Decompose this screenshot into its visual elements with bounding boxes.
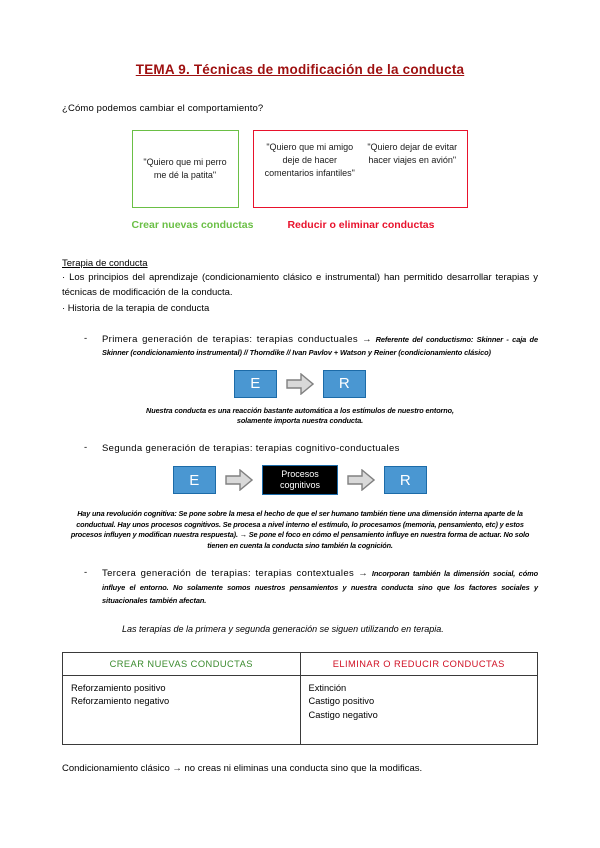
- table-header-eliminate: ELIMINAR O REDUCIR CONDUCTAS: [300, 652, 538, 675]
- therapy-bullet-2: · Historia de la terapia de conducta: [62, 303, 210, 314]
- diagram-2-paragraph: Hay una revolución cognitiva: Se pone sobre la mesa el hecho de que el ser humano también tiene una dimensión interna aparte de la conductual. Hay unos procesos cognitivos. Se procesa a nivel interno el estímulo, lo procesamos (memoria, pensamiento, etc) y estos procesos influyen y modifican nuestra respuesta). → Se pone el foco en cómo el pensamiento influye en nuestra forma de actuar. No solo tienen en cuenta la conducta sino también la cognición.: [70, 509, 530, 550]
- diagram-stimulus-response: [62, 370, 538, 398]
- node-cognitive-processes: [262, 465, 338, 495]
- table-header-create: CREAR NUEVAS CONDUCTAS: [63, 652, 301, 675]
- list-item: Reforzamiento negativo: [71, 696, 170, 706]
- red-box-group: [253, 130, 468, 232]
- green-quote-text: "Quiero que mi perro me dé la patita": [143, 157, 227, 180]
- generation-3-arrow: →: [358, 568, 368, 579]
- node-cognitive-line-1: Procesos: [281, 469, 319, 479]
- right-arrow-icon: [286, 373, 314, 395]
- table-header-row: [63, 652, 538, 675]
- intro-question: ¿Cómo podemos cambiar el comportamiento?: [62, 103, 264, 114]
- right-arrow-icon: [225, 469, 253, 491]
- right-arrow-icon: [347, 469, 375, 491]
- green-box-group: [132, 130, 254, 232]
- generation-3-note: Incorporan también la dimensión social, cómo influye el entorno. No solamente somos nuestros pensamientos y nuestra conducta sino que los factores sociales y situacionales también afectan.: [102, 569, 538, 605]
- quote-boxes-row: [62, 130, 538, 232]
- list-item: Castigo positivo: [308, 696, 375, 706]
- bullet-dash-1: -: [84, 332, 88, 344]
- footer-note: Condicionamiento clásico → no creas ni eliminas una conducta sino que la modificas.: [62, 762, 423, 774]
- generation-2-lead: Segunda generación de terapias: terapias cognitivo-conductuales: [102, 442, 400, 454]
- red-caption: Reducir o eliminar conductas: [287, 219, 435, 231]
- generation-block-2: [62, 442, 538, 456]
- section-heading-terapia: Terapia de conducta: [62, 258, 148, 269]
- closing-note: Las terapias de la primera y segunda generación se siguen utilizando en terapia.: [122, 623, 444, 634]
- red-quote-left: "Quiero que mi amigo deje de hacer comentarios infantiles": [264, 142, 355, 178]
- generation-3-lead: Tercera generación de terapias: terapias contextuales: [102, 568, 355, 579]
- table-cell-create: [63, 675, 301, 744]
- generation-3-line: [102, 567, 538, 608]
- red-quote-right: "Quiero dejar de evitar hacer viajes en avión": [367, 142, 458, 165]
- generation-1-lead: Primera generación de terapias: terapias conductuales: [102, 333, 358, 345]
- page-title: TEMA 9. Técnicas de modificación de la conducta: [135, 62, 465, 77]
- node-cognitive-line-2: cognitivos: [279, 480, 321, 490]
- node-response-2: R: [384, 466, 427, 494]
- node-stimulus-2: E: [173, 466, 216, 494]
- node-stimulus: E: [234, 370, 277, 398]
- generation-2-line: [102, 442, 538, 456]
- table-cell-eliminate: [300, 675, 538, 744]
- generation-block-1: [62, 333, 538, 360]
- bullet-dash-2: -: [84, 441, 88, 453]
- generation-block-3: [62, 567, 538, 608]
- diagram-1-caption: Nuestra conducta es una reacción bastante automática a los estímulos de nuestro entorno, solamente importa nuestra conducta.: [146, 405, 454, 425]
- generation-1-line: [102, 333, 538, 360]
- green-caption: Crear nuevas conductas: [131, 219, 254, 231]
- red-quote-box: [253, 130, 468, 208]
- list-item: Reforzamiento positivo: [71, 682, 166, 693]
- comparison-table: [62, 652, 538, 745]
- green-quote-box: [132, 130, 239, 208]
- node-response: R: [323, 370, 366, 398]
- generation-1-note: Referente del conductismo: Skinner - caja de Skinner (condicionamiento instrumental) // Thorndike // Ivan Pavlov + Watson y Reiner (condicionamiento clásico): [102, 334, 538, 357]
- bullet-dash-3: -: [84, 567, 88, 578]
- therapy-bullet-1: · Los principios del aprendizaje (condicionamiento clásico e instrumental) han permitido desarrollar terapias y técnicas de modificación de la conducta.: [62, 272, 538, 298]
- list-item: Castigo negativo: [308, 709, 378, 720]
- diagram-cognitive-process: [62, 465, 538, 495]
- list-item: Extinción: [308, 682, 347, 693]
- table-row: [63, 675, 538, 744]
- generation-1-arrow: →: [362, 333, 372, 345]
